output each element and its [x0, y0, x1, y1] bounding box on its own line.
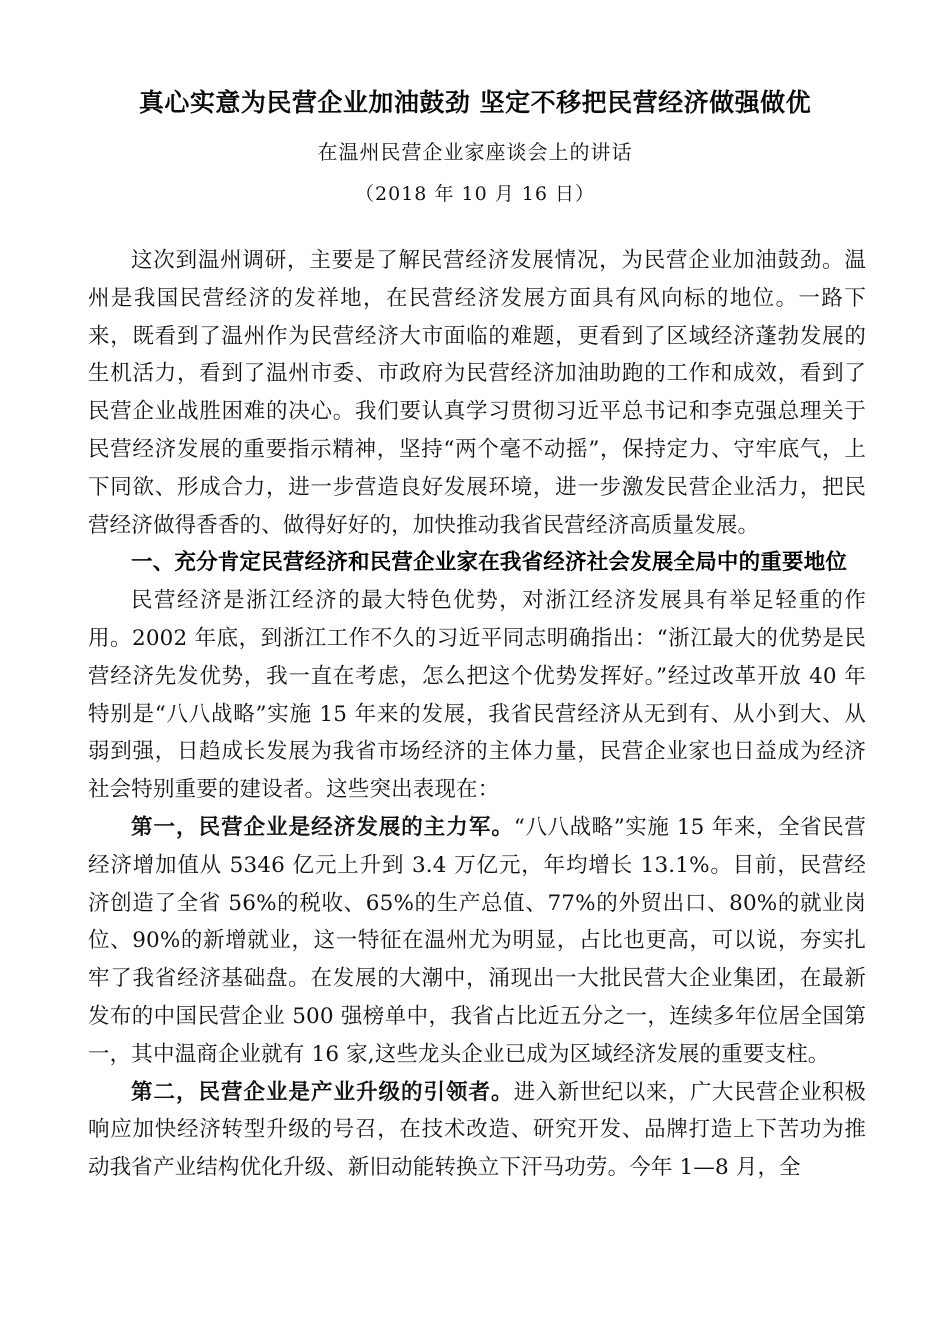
body-paragraph-3-rest: “八八战略”实施 15 年来，全省民营经济增加值从 5346 亿元上升到 3.4 万亿元，年均增长 13.1%。目前，民营经济创造了全省 56%的税收、65%的生产总值、77%的外贸出口、80%的就业岗位、90%的新增就业，这一特征在温州尤为明显，占比也更高，可以说，夯实扎牢了我省经济基础盘。在发展的大潮中，涌现出一大批民营大企业集团，在最新发布的中国民营企业 500 强榜单中，我省占比近五分之一，连续多年位居全国第一，其中温商企业就有 16 家,这些龙头企业已成为区域经济发展的重要支柱。 [88, 814, 866, 1067]
page-title: 真心实意为民营企业加油鼓劲 坚定不移把民营经济做强做优 [138, 88, 812, 117]
body-paragraph-1: 这次到温州调研，主要是了解民营经济发展情况，为民营企业加油鼓劲。温州是我国民营经济的发祥地，在民营经济发展方面具有风向标的地位。一路下来，既看到了温州作为民营经济大市面临的难题，更看到了区域经济蓬勃发展的生机活力，看到了温州市委、市政府为民营经济加油助跑的工作和成效，看到了民营企业战胜困难的决心。我们要认真学习贯彻习近平总书记和李克强总理关于民营经济发展的重要指示精神，坚持“两个毫不动摇”，保持定力、守牢底气，上下同欲、形成合力，进一步营造良好发展环境，进一步激发民营企业活力，把民营经济做得香香的、做得好好的，加快推动我省民营经济高质量发展。 [88, 248, 866, 538]
document-header [0, 0, 950, 208]
body-paragraph-3-lead: 第一，民营企业是经济发展的主力军。 [131, 814, 514, 840]
document-subtitle: 在温州民营企业家座谈会上的讲话 [317, 140, 633, 164]
body-paragraph-4 [88, 1074, 866, 1187]
body-paragraph-4-rest: 进入新世纪以来，广大民营企业积极响应加快经济转型升级的号召，在技术改造、研究开发、品牌打造上下苦功为推动我省产业结构优化升级、新旧动能转换立下汗马功劳。今年 1—8 月，全 [88, 1079, 867, 1181]
body-paragraph-4-lead: 第二，民营企业是产业升级的引领者。 [131, 1079, 514, 1105]
document-date: （2018 年 10 月 16 日） [355, 183, 595, 205]
body-paragraph-2: 民营经济是浙江经济的最大特色优势，对浙江经济发展具有举足轻重的作用。2002 年底，到浙江工作不久的习近平同志明确指出：“浙江最大的优势是民营经济先发优势，我一直在考虑，怎么把这个优势发挥好。”经过改革开放 40 年特别是“八八战略”实施 15 年来的发展，我省民营经济从无到有、从小到大、从弱到强，日趋成长发展为我省市场经济的主体力量，民营企业家也日益成为经济社会特别重要的建设者。这些突出表现在： [88, 588, 866, 803]
body-paragraph-3 [88, 809, 866, 1074]
section-heading-1: 一、充分肯定民营经济和民营企业家在我省经济社会发展全局中的重要地位 [131, 550, 848, 576]
document-body [0, 242, 950, 1187]
